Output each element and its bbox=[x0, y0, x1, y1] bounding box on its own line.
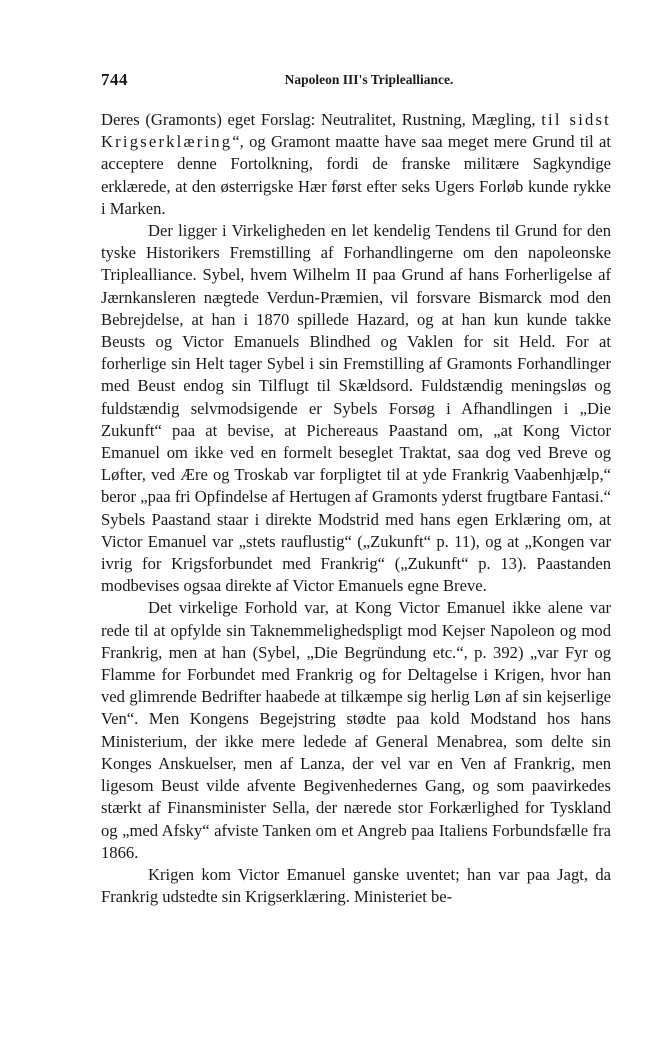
book-page bbox=[101, 70, 611, 908]
paragraph bbox=[101, 109, 611, 220]
paragraph bbox=[101, 597, 611, 863]
text-segment: Det virkelige Forhold var, at Kong Victor Emanuel ikke alene var rede til at opfylde sin Taknemmelighedspligt mod Kejser Napoleon og mod Frankrig, men at han (Sybel, „Die Begründung etc.“, p. 392) „var Fyr og Flamme for Forbundet med Frankrig og for Deltagelse i Krigen, hvor han ved glimrende Bedrifter haabede at tilkæmpe sig herlig Løn af sin kejserlige Ven“. Men Kongens Begejstring stødte paa kold Modstand hos hans Ministerium, der ikke mere ledede af General Menabrea, som delte sin Konges Anskuelser, men af Lanza, der vel var en Ven af Frankrig, men ligesom Beust vilde afvente Begivenhedernes Gang, og som paavirkedes stærkt af Finansminister Sella, der nærede stor Forkærlighed for Tyskland og „med Afsky“ afviste Tanken om et Angreb paa Italiens Forbundsfælle fra 1866. bbox=[101, 598, 611, 862]
text-segment: “, og Gramont maatte have saa meget mere Grund til at acceptere denne Fortolkning, fordi de franske militære Sagkyndige erklærede, at den østerrigske Hær først efter seks Ugers Forløb kunde rykke i Marken. bbox=[101, 132, 611, 218]
spaced-emphasis: til sidst Krigserklæring bbox=[101, 110, 611, 152]
paragraph bbox=[101, 220, 611, 597]
text-segment: Deres (Gramonts) eget Forslag: Neutralitet, Rustning, Mægling, bbox=[101, 110, 542, 129]
page-header bbox=[101, 70, 611, 92]
text-segment: Der ligger i Virkeligheden en let kendelig Tendens til Grund for den tyske Historikers Fremstilling af Forhandlingerne om den napoleonske Triplealliance. Sybel, hvem Wilhelm II paa Grund af hans Forherligelse af Jærnkansleren nægtede Verdun-Præmien, vil forsvare Bismarck mod den Bebrejdelse, at han i 1870 spillede Hazard, og at han kun kunde takke Beusts og Victor Emanuels Blindhed og Vaklen for sit Held. For at forherlige sin Helt tager Sybel i sin Fremstilling af Gramonts Forhandlinger med Beust endog sin Tilflugt til Skældsord. Fuldstændig meningsløs og fuldstændig selvmodsigende er Sybels Forsøg i Afhandlingen i „Die Zukunft“ paa at bevise, at Pichereaus Paastand om, „at Kong Victor Emanuel om ikke ved en formelt beseglet Traktat, saa dog ved Breve og Løfter, ved Ære og Troskab var forpligtet til at yde Frankrig Vaabenhjælp,“ beror „paa fri Opfindelse af Hertugen af Gramonts yderst frugtbare Fantasi.“ Sybels Paastand staar i direkte Modstrid med hans egen Erklæring om, at Victor Emanuel var „stets rauflustig“ („Zukunft“ p. 11), og at „Kongen var ivrig for Krigsforbundet med Frankrig“ („Zukunft“ p. 13). Paastanden modbevises ogsaa direkte af Victor Emanuels egne Breve. bbox=[101, 221, 611, 596]
text-segment: Krigen kom Victor Emanuel ganske uventet; han var paa Jagt, da Frankrig udstedte sin Krigserklæring. Ministeriet be- bbox=[101, 864, 611, 907]
running-title: Napoleon III's Triplealliance. bbox=[284, 72, 454, 87]
page-number: 744 bbox=[101, 70, 128, 89]
paragraph bbox=[101, 864, 611, 908]
body-text bbox=[101, 109, 611, 908]
